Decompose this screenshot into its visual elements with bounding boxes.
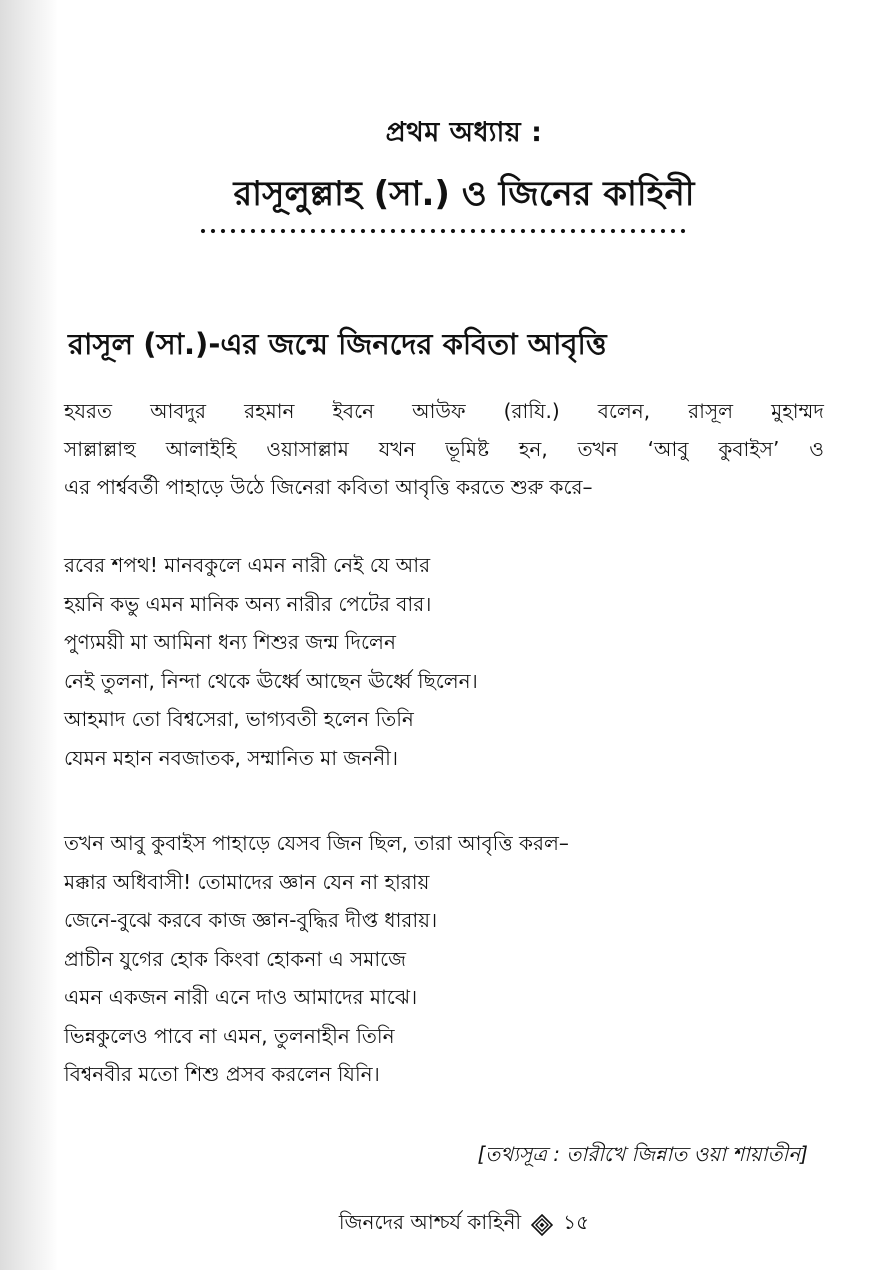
- word: ইবনে: [332, 399, 375, 423]
- source-citation: [তথ্যসূত্র : তারীখে জিন্নাত ওয়া শায়াতীন]: [477, 1142, 808, 1166]
- footer-page-number: ১৫: [563, 1210, 590, 1234]
- word: (রাযি.): [503, 399, 560, 423]
- section-heading: রাসূল (সা.)-এর জন্মে জিনদের কবিতা আবৃত্তি: [68, 327, 607, 361]
- intro-line: এর পার্শ্ববর্তী পাহাড়ে উঠে জিনেরা কবিতা আবৃত্তি করতে শুরু করে–: [64, 475, 593, 499]
- poem-line: প্রাচীন যুগের হোক কিংবা হোকনা এ সমাজে: [64, 946, 407, 971]
- word: হন,: [518, 437, 548, 461]
- poem-line: যেমন মহান নবজাতক, সম্মানিত মা জননী।: [64, 745, 399, 770]
- word: বলেন,: [597, 399, 651, 423]
- poem-second-stanza: [64, 824, 569, 1094]
- poem-line: রবের শপথ! মানবকুলে এমন নারী নেই যে আর: [64, 553, 431, 577]
- page-footer: [58, 1208, 870, 1241]
- word: তখন: [577, 437, 618, 461]
- page-gutter-shadow: [0, 0, 58, 1270]
- word: রহমান: [244, 399, 295, 423]
- word: যখন: [378, 437, 416, 461]
- word: কুবাইস’: [718, 437, 780, 461]
- footer-book-title: জিনদের আশ্চর্য কাহিনী: [338, 1210, 522, 1234]
- diamond-ornament-icon: [531, 1214, 553, 1236]
- word: ‘আবু: [647, 437, 689, 461]
- intro-paragraph: [64, 392, 824, 506]
- word: আউফ: [412, 399, 466, 423]
- word: হযরত: [64, 399, 113, 423]
- word: আলাইহি: [165, 437, 237, 461]
- word: ভূমিষ্ট: [445, 437, 489, 461]
- poem-line: ভিন্নকুলেও পাবে না এমন, তুলনাহীন তিনি: [64, 1023, 395, 1048]
- book-page: [58, 0, 870, 1270]
- poem-line: পুণ্যময়ী মা আমিনা ধন্য শিশুর জন্ম দিলেন: [64, 630, 396, 654]
- word: সাল্লাল্লাহু: [64, 437, 136, 461]
- chapter-number: প্রথম অধ্যায় :: [385, 117, 543, 148]
- poem-line: আহমাদ তো বিশ্বসেরা, ভাগ্যবতী হলেন তিনি: [64, 707, 414, 731]
- word: মুহাম্মদ: [771, 399, 824, 423]
- poem-line: তখন আবু কুবাইস পাহাড়ে যেসব জিন ছিল, তারা আবৃত্তি করল–: [64, 831, 569, 855]
- poem-line: নেই তুলনা, নিন্দা থেকে ঊর্ধ্বে আছেন ঊর্ধ্বে ছিলেন।: [64, 668, 478, 693]
- intro-line: [64, 430, 824, 468]
- word: ও: [809, 437, 824, 461]
- word: আবদুর: [150, 399, 207, 423]
- poem-line: জেনে-বুঝে করবে কাজ জ্ঞান-বুদ্ধির দীপ্ত ধারায়।: [64, 908, 438, 932]
- poem-line: বিশ্বনবীর মতো শিশু প্রসব করলেন যিনি।: [64, 1062, 380, 1086]
- intro-line: [64, 392, 824, 430]
- word: ওয়াসাল্লাম: [266, 437, 349, 461]
- dotted-divider: [198, 224, 688, 238]
- poem-first-stanza: [64, 546, 478, 777]
- poem-line: মক্কার অধিবাসী! তোমাদের জ্ঞান যেন না হারায়: [64, 869, 430, 894]
- poem-line: এমন একজন নারী এনে দাও আমাদের মাঝে।: [64, 985, 418, 1009]
- word: রাসূল: [688, 399, 734, 423]
- chapter-title: রাসূলুল্লাহ (সা.) ও জিনের কাহিনী: [233, 174, 695, 214]
- poem-line: হয়নি কভু এমন মানিক অন্য নারীর পেটের বার।: [64, 591, 432, 616]
